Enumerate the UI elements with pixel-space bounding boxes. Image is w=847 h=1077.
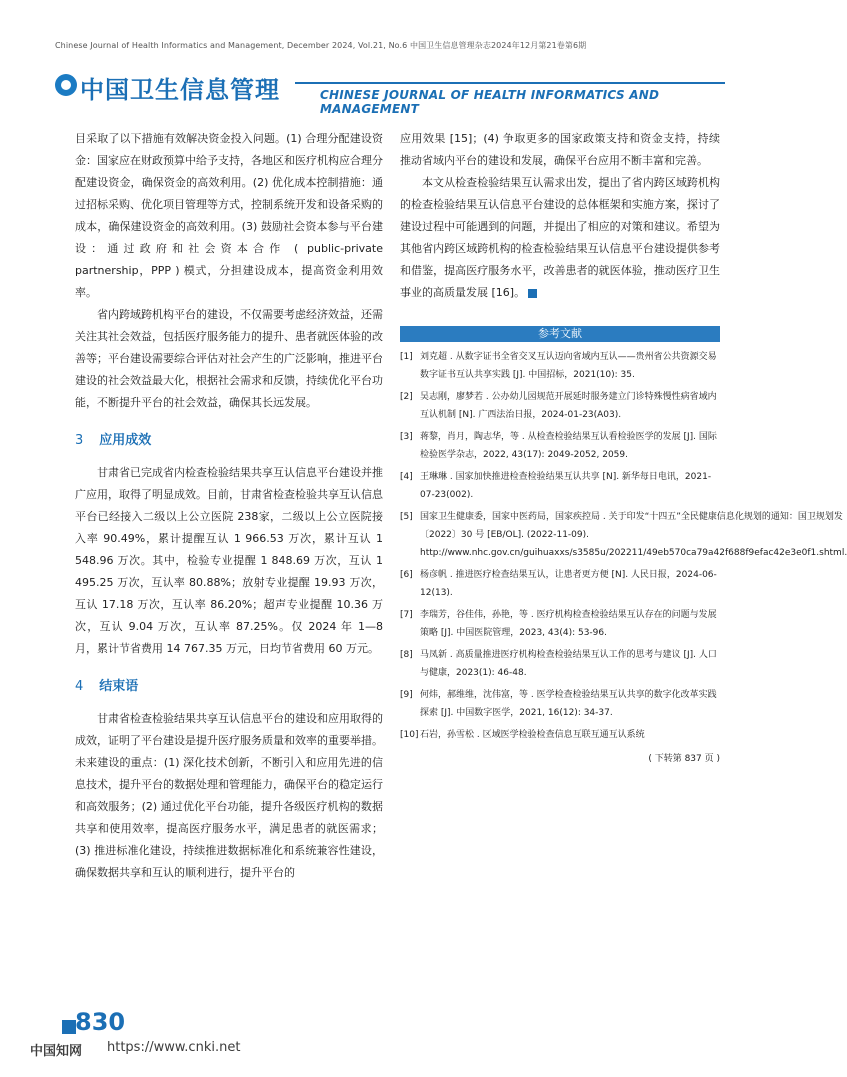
paragraph: 目采取了以下措施有效解决资金投入问题。(1) 合理分配建设资金：国家应在财政预算中给予支持，各地区和医疗机构应合理分配建设资金，确保资金的高效利用。(2) 优化成本控制措施：通过招标采购、优化项目管理等方式，控制系统开发和设备采购的成本，确保建设资金的高效利用。(3) 鼓励社会资本参与平台建设：通过政府和社会资本合作 ( public-private partnership，PPP ) 模式，分担建设成本，提高资金利用效率。	[75, 132, 383, 299]
reference-number: [10]	[400, 730, 419, 740]
reference-item	[400, 606, 720, 642]
section-heading	[75, 430, 383, 452]
reference-text: 王琳琳 . 国家加快推进检查检验结果互认共享 [N]. 新华每日电讯，2021-07-23(002).	[420, 472, 712, 500]
paragraph: 甘肃省检查检验结果共享互认信息平台的建设和应用取得的成效，证明了平台建设是提升医疗服务质量和效率的重要举措。未来建设的重点：(1) 深化技术创新，不断引入和应用先进的信息技术，提升平台的数据处理和管理能力，确保平台的稳定运行和高效服务；(2) 通过优化平台功能，提升各级医疗机构的数据共享和使用效率，提高医疗服务水平，满足患者的就医需求；(3) 推进标准化建设，持续推进数据标准化和系统兼容性建设，确保数据共享和互认的顺利进行，提升平台的	[75, 712, 383, 879]
paragraph: 省内跨域跨机构平台的建设，不仅需要考虑经济效益，还需关注其社会效益，包括医疗服务能力的提升、患者就医体验的改善等；平台建设需要综合评估对社会产生的广泛影响，推进平台建设的社会效益最大化，根据社会需求和反馈，持续优化平台功能，不断提升平台的社会效益，确保其长远发展。	[75, 308, 383, 409]
reference-item	[400, 468, 720, 504]
reference-text: 刘克超 . 从数字证书全省交叉互认迈向省域内互认——贵州省公共资源交易数字证书互认共享实践 [J]. 中国招标，2021(10): 35.	[420, 352, 717, 380]
section-title: 应用成效	[99, 433, 152, 448]
reference-number: [4]	[400, 472, 413, 482]
reference-item	[400, 646, 720, 682]
paragraph: 本文从检查检验结果互认需求出发，提出了省内跨区域跨机构的检查检验结果互认信息平台建设的总体框架和实施方案，探讨了建设过程中可能遇到的问题，并提出了相应的对策和建议。希望为其他省内跨区域跨机构的检查检验结果互认信息平台建设提供参考和借鉴，提高医疗服务水平，改善患者的就医体验，推动医疗卫生事业的高质量发展 [16]。	[400, 176, 720, 299]
reference-text: 国家卫生健康委，国家中医药局，国家疾控局 . 关于印发“十四五”全民健康信息化规划的通知：国卫规划发〔2022〕30 号 [EB/OL]. (2022-11-09). http://www.nhc.gov.cn/guihuaxxs/s3585u/202211/49eb570ca79a42f688f9efac42e3e0f1.shtml.	[420, 512, 847, 558]
right-column	[400, 128, 847, 770]
reference-number: [1]	[400, 352, 413, 362]
references-list	[400, 348, 847, 744]
journal-logo-icon	[55, 74, 77, 96]
running-header: Chinese Journal of Health Informatics and Management, December 2024, Vol.21, No.6 中国卫生信息管理杂志2024年12月第21卷第6期	[55, 41, 587, 50]
reference-text: 李瑞芳，谷佳伟，孙艳，等 . 医疗机构检查检验结果互认存在的问题与发展策略 [J]. 中国医院管理，2023, 43(4): 53-96.	[420, 610, 717, 638]
section-title: 结束语	[99, 679, 139, 694]
reference-number: [6]	[400, 570, 413, 580]
reference-text: 蒋黎，肖月，陶志华，等 . 从检查检验结果互认看检验医学的发展 [J]. 国际检验医学杂志，2022, 43(17): 2049-2052, 2059.	[420, 432, 717, 460]
references-heading: 参考文献	[400, 326, 720, 342]
reference-item	[400, 508, 847, 562]
reference-item	[400, 566, 720, 602]
reference-number: [7]	[400, 610, 413, 620]
paragraph: 应用效果 [15]；(4) 争取更多的国家政策支持和资金支持，持续推动省域内平台的建设和发展，确保平台应用不断丰富和完善。	[400, 132, 720, 167]
reference-text: 何炜，郝维维，沈伟富，等 . 医学检查检验结果互认共享的数字化改革实践探索 [J]. 中国数字医学，2021, 16(12): 34-37.	[420, 690, 717, 718]
reference-number: [5]	[400, 512, 413, 522]
continued-note: ( 下转第 837 页 )	[648, 754, 720, 764]
reference-number: [3]	[400, 432, 413, 442]
reference-number: [8]	[400, 650, 413, 660]
reference-number: [2]	[400, 392, 413, 402]
reference-item	[400, 726, 720, 744]
cnki-watermark: 中国知网	[30, 1044, 83, 1059]
page-number: 830	[75, 1008, 126, 1036]
reference-item	[400, 348, 720, 384]
reference-item	[400, 686, 720, 722]
journal-masthead	[55, 70, 725, 116]
page-number-marker-icon	[62, 1020, 76, 1034]
reference-number: [9]	[400, 690, 413, 700]
reference-text: 吴志刚，廖梦若 . 公办幼儿园规范开展延时服务建立门诊特殊慢性病省域内互认机制 [N]. 广西法治日报，2024-01-23(A03).	[420, 392, 717, 420]
reference-text: 杨彦帆 . 推进医疗检查结果互认，让患者更方便 [N]. 人民日报，2024-06-12(13).	[420, 570, 717, 598]
reference-text: 马凤新 . 高质量推进医疗机构检查检验结果互认工作的思考与建议 [J]. 人口与健康，2023(1): 46-48.	[420, 650, 717, 678]
section-heading	[75, 676, 383, 698]
section-number: 4	[75, 679, 84, 694]
section-number: 3	[75, 433, 84, 448]
cnki-url: https://www.cnki.net	[107, 1040, 241, 1055]
reference-item	[400, 428, 720, 464]
journal-title-en: CHINESE JOURNAL OF HEALTH INFORMATICS AND MANAGEMENT	[320, 88, 660, 116]
end-mark-icon	[528, 289, 537, 298]
reference-text: 石岩，孙雪松 . 区域医学检验检查信息互联互通互认系统	[420, 730, 645, 740]
left-column	[75, 128, 383, 884]
reference-item	[400, 388, 720, 424]
paragraph: 甘肃省已完成省内检查检验结果共享互认信息平台建设并推广应用，取得了明显成效。目前，甘肃省检查检验共享互认信息平台已经接入二级以上公立医院 238家，二级以上公立医院接入率 90.49%，累计提醒互认 1 966.53 万次，累计互认 1 548.96 万次。其中，检验专业提醒 1 848.69 万次，互认 1 495.25 万次，互认率 80.88%；放射专业提醒 19.93 万次，互认 17.18 万次，互认率 86.20%；超声专业提醒 10.36 万次，互认 9.04 万次，互认率 87.25%。仅 2024 年 1—8 月，累计节省费用 14 767.35 万元，日均节省费用 60 万元。	[75, 466, 383, 655]
journal-title-cn: 中国卫生信息管理	[80, 76, 280, 104]
